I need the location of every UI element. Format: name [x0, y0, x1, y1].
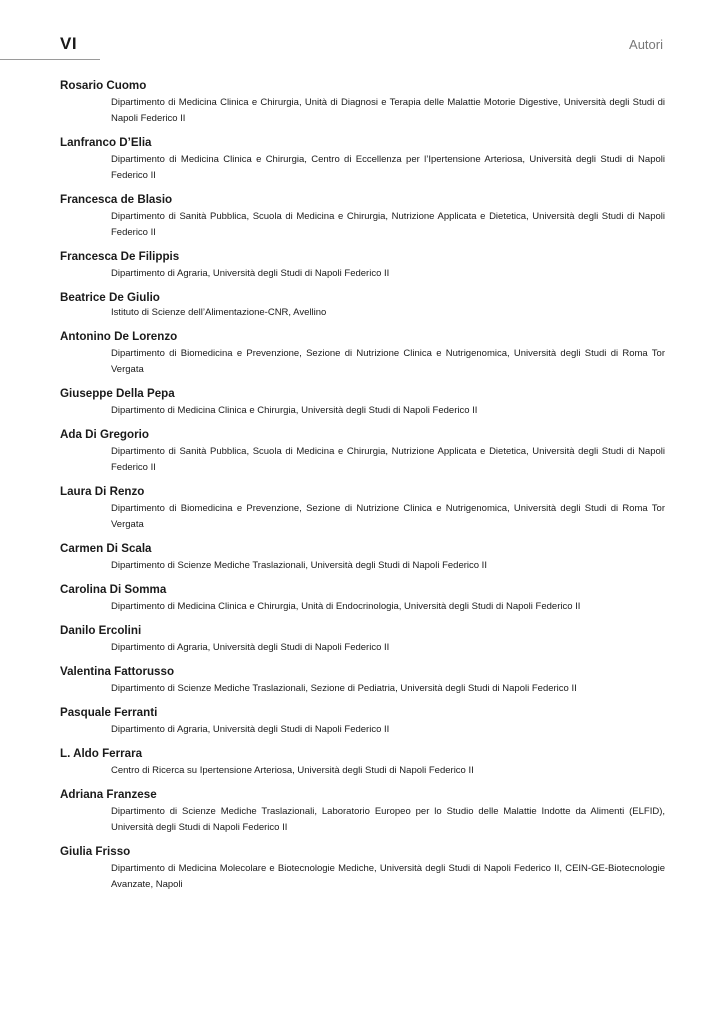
author-affiliation: Dipartimento di Medicina Clinica e Chirurgia, Unità di Diagnosi e Terapia delle Malattie Motorie Digestive, Università degli Studi di Napoli Federico II	[111, 97, 665, 124]
author-name: Antonino De Lorenzo	[60, 330, 178, 343]
author-name: Lanfranco D’Elia	[60, 136, 152, 149]
author-affiliation: Dipartimento di Sanità Pubblica, Scuola di Medicina e Chirurgia, Nutrizione Applicata e Dietetica, Università degli Studi di Napoli Federico II	[111, 211, 665, 238]
author-name: Giuseppe Della Pepa	[60, 387, 175, 400]
author-name: Rosario Cuomo	[60, 79, 147, 92]
author-affiliation: Dipartimento di Medicina Molecolare e Biotecnologie Mediche, Università degli Studi di Napoli Federico II, CEIN-GE-Biotecnologie Avanzate, Napoli	[111, 863, 665, 890]
author-name: Beatrice De Giulio	[60, 291, 160, 304]
author-affiliation: Dipartimento di Medicina Clinica e Chirurgia, Unità di Endocrinologia, Università degli Studi di Napoli Federico II	[111, 601, 581, 612]
author-name: Pasquale Ferranti	[60, 706, 158, 719]
author-affiliation: Dipartimento di Scienze Mediche Traslazionali, Università degli Studi di Napoli Federico II	[111, 560, 487, 571]
author-entry	[60, 329, 665, 378]
author-name: Francesca De Filippis	[60, 250, 180, 263]
author-name: Carolina Di Somma	[60, 583, 167, 596]
author-name: Adriana Franzese	[60, 788, 157, 801]
author-list	[60, 78, 665, 901]
author-name: Francesca de Blasio	[60, 193, 173, 206]
author-entry	[60, 290, 665, 321]
author-name: Giulia Frisso	[60, 845, 131, 858]
author-entry	[60, 582, 665, 615]
page-number: VI	[60, 34, 78, 53]
author-entry	[60, 844, 665, 893]
author-entry	[60, 746, 665, 779]
author-affiliation: Istituto di Scienze dell’Alimentazione-CNR, Avellino	[111, 307, 327, 318]
author-affiliation: Dipartimento di Agraria, Università degli Studi di Napoli Federico II	[111, 268, 390, 279]
author-name: Valentina Fattorusso	[60, 665, 175, 678]
author-name: Laura Di Renzo	[60, 485, 145, 498]
running-head: Autori	[629, 37, 663, 52]
author-affiliation: Dipartimento di Agraria, Università degli Studi di Napoli Federico II	[111, 642, 390, 653]
author-affiliation: Dipartimento di Agraria, Università degli Studi di Napoli Federico II	[111, 724, 390, 735]
author-affiliation: Dipartimento di Biomedicina e Prevenzione, Sezione di Nutrizione Clinica e Nutrigenomica, Università degli Studi di Roma Tor Vergata	[111, 348, 665, 375]
author-entry	[60, 623, 665, 656]
author-affiliation: Centro di Ricerca su Ipertensione Arteriosa, Università degli Studi di Napoli Federico II	[111, 765, 474, 776]
author-affiliation: Dipartimento di Medicina Clinica e Chirurgia, Università degli Studi di Napoli Federico II	[111, 405, 478, 416]
author-entry	[60, 135, 665, 184]
author-name: Carmen Di Scala	[60, 542, 152, 555]
author-entry	[60, 427, 665, 476]
author-entry	[60, 664, 665, 697]
author-name: Ada Di Gregorio	[60, 428, 149, 441]
author-entry	[60, 787, 665, 836]
author-entry	[60, 192, 665, 241]
header-rule	[0, 59, 100, 60]
author-affiliation: Dipartimento di Scienze Mediche Traslazionali, Sezione di Pediatria, Università degli Studi di Napoli Federico II	[111, 683, 577, 694]
author-affiliation: Dipartimento di Sanità Pubblica, Scuola di Medicina e Chirurgia, Nutrizione Applicata e Dietetica, Università degli Studi di Napoli Federico II	[111, 446, 665, 473]
author-name: L. Aldo Ferrara	[60, 747, 143, 760]
author-entry	[60, 541, 665, 574]
author-entry	[60, 386, 665, 419]
author-affiliation: Dipartimento di Medicina Clinica e Chirurgia, Centro di Eccellenza per l’Ipertensione Arteriosa, Università degli Studi di Napoli Federico II	[111, 154, 665, 181]
author-affiliation: Dipartimento di Biomedicina e Prevenzione, Sezione di Nutrizione Clinica e Nutrigenomica, Università degli Studi di Roma Tor Vergata	[111, 503, 665, 530]
author-name: Danilo Ercolini	[60, 624, 142, 637]
author-entry	[60, 249, 665, 282]
author-affiliation: Dipartimento di Scienze Mediche Traslazionali, Laboratorio Europeo per lo Studio delle Malattie Indotte da Alimenti (ELFID), Università degli Studi di Napoli Federico II	[111, 806, 665, 833]
author-entry	[60, 484, 665, 533]
author-entry	[60, 78, 665, 127]
author-entry	[60, 705, 665, 738]
